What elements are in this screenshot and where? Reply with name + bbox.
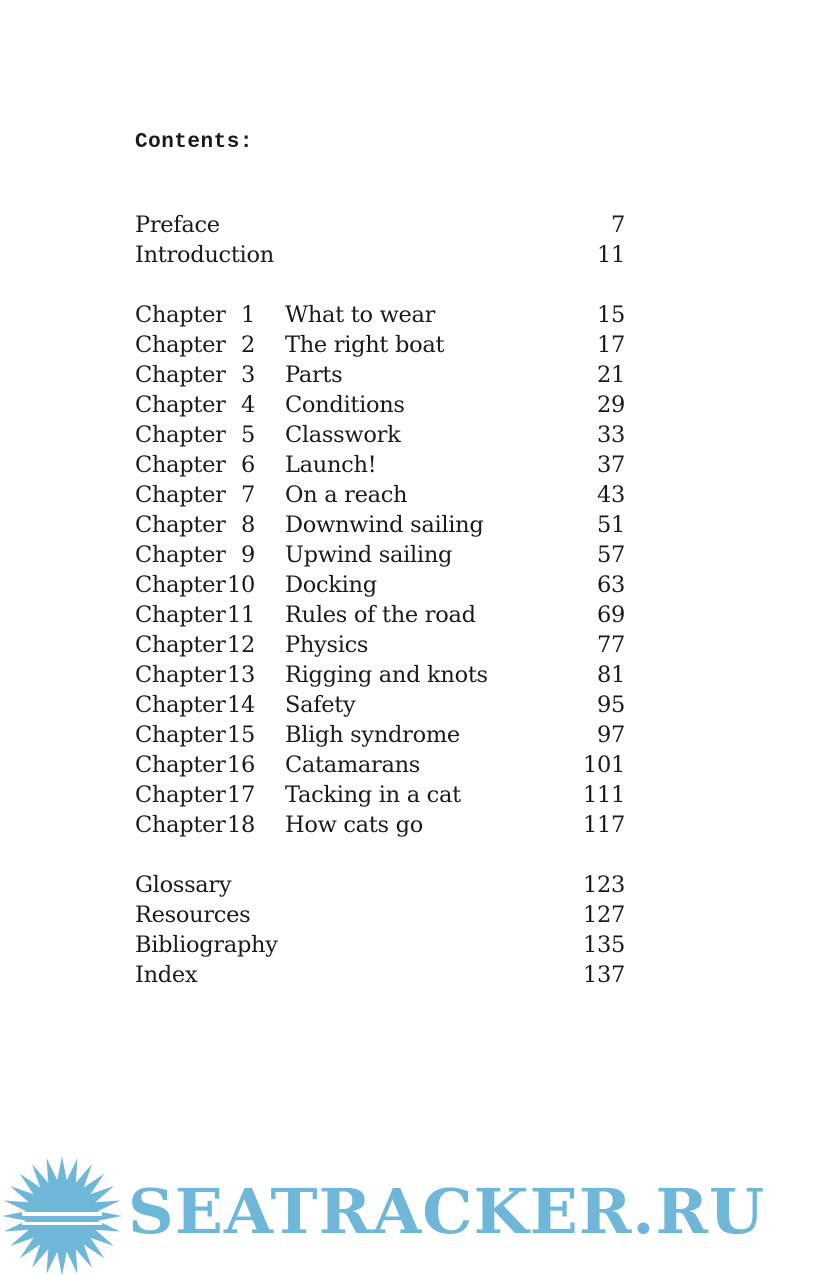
toc-chapter-entry xyxy=(135,750,625,780)
chapter-word: Chapter xyxy=(135,512,226,538)
chapter-word: Chapter xyxy=(135,632,226,658)
chapter-title: Conditions xyxy=(285,392,405,418)
entry-page-number: 95 xyxy=(596,692,625,718)
chapter-title: Tacking in a cat xyxy=(285,782,461,808)
toc-chapter-entry xyxy=(135,660,625,690)
chapter-title: Rules of the road xyxy=(285,602,476,628)
toc-chapter-entry xyxy=(135,570,625,600)
chapter-number: 18 xyxy=(226,812,255,838)
entry-page-number: 127 xyxy=(582,902,625,928)
toc-entry xyxy=(135,870,625,900)
entry-page-number: 135 xyxy=(582,932,625,958)
chapter-title: Upwind sailing xyxy=(285,542,453,568)
chapter-number: 6 xyxy=(240,452,255,478)
entry-page-number: 17 xyxy=(596,332,625,358)
toc-chapter-entry xyxy=(135,300,625,330)
chapter-title: Safety xyxy=(285,692,356,718)
toc-chapter-entry xyxy=(135,540,625,570)
chapter-word: Chapter xyxy=(135,332,226,358)
chapter-number: 14 xyxy=(226,692,255,718)
entry-page-number: 77 xyxy=(596,632,625,658)
entry-page-number: 81 xyxy=(596,662,625,688)
chapter-number: 11 xyxy=(226,602,255,628)
chapter-title: Classwork xyxy=(285,422,401,448)
toc-chapter-entry xyxy=(135,690,625,720)
chapter-word: Chapter xyxy=(135,722,226,748)
toc-chapter-entry xyxy=(135,450,625,480)
chapter-title: How cats go xyxy=(285,812,423,838)
chapter-title: Catamarans xyxy=(285,752,421,778)
toc-entry xyxy=(135,900,625,930)
toc-chapter-entry xyxy=(135,510,625,540)
chapter-word: Chapter xyxy=(135,302,226,328)
toc-entry xyxy=(135,960,625,990)
entry-page-number: 21 xyxy=(596,362,625,388)
entry-page-number: 97 xyxy=(596,722,625,748)
chapter-number: 7 xyxy=(240,482,255,508)
chapter-list xyxy=(135,300,625,840)
chapter-title: The right boat xyxy=(285,332,445,358)
chapter-word: Chapter xyxy=(135,662,226,688)
chapter-number: 5 xyxy=(240,422,255,448)
chapter-title: Parts xyxy=(285,362,343,388)
chapter-word: Chapter xyxy=(135,812,226,838)
chapter-word: Chapter xyxy=(135,782,226,808)
toc-chapter-entry xyxy=(135,630,625,660)
chapter-number: 8 xyxy=(240,512,255,538)
entry-page-number: 117 xyxy=(582,812,625,838)
entry-page-number: 69 xyxy=(596,602,625,628)
entry-label: Introduction xyxy=(135,242,274,268)
chapter-title: What to wear xyxy=(285,302,436,328)
site-watermark xyxy=(0,1150,825,1275)
entry-page-number: 43 xyxy=(596,482,625,508)
entry-label: Index xyxy=(135,962,198,988)
chapter-title: Launch! xyxy=(285,452,377,478)
chapter-word: Chapter xyxy=(135,542,226,568)
entry-page-number: 51 xyxy=(596,512,625,538)
entry-page-number: 37 xyxy=(596,452,625,478)
chapter-number: 9 xyxy=(240,542,255,568)
chapter-title: Bligh syndrome xyxy=(285,722,460,748)
toc-chapter-entry xyxy=(135,810,625,840)
toc-chapter-entry xyxy=(135,390,625,420)
entry-label: Resources xyxy=(135,902,251,928)
chapter-word: Chapter xyxy=(135,572,226,598)
chapter-word: Chapter xyxy=(135,602,226,628)
back-matter-list xyxy=(135,870,625,990)
chapter-title: Docking xyxy=(285,572,377,598)
chapter-number: 16 xyxy=(226,752,255,778)
entry-page-number: 111 xyxy=(582,782,625,808)
toc-chapter-entry xyxy=(135,360,625,390)
chapter-number: 17 xyxy=(226,782,255,808)
entry-page-number: 15 xyxy=(596,302,625,328)
chapter-title: On a reach xyxy=(285,482,408,508)
chapter-number: 1 xyxy=(240,302,255,328)
entry-page-number: 101 xyxy=(582,752,625,778)
entry-page-number: 123 xyxy=(582,872,625,898)
entry-label: Bibliography xyxy=(135,932,278,958)
chapter-word: Chapter xyxy=(135,392,226,418)
entry-page-number: 29 xyxy=(596,392,625,418)
toc-chapter-entry xyxy=(135,600,625,630)
chapter-number: 3 xyxy=(240,362,255,388)
chapter-title: Downwind sailing xyxy=(285,512,484,538)
chapter-word: Chapter xyxy=(135,452,226,478)
toc-chapter-entry xyxy=(135,480,625,510)
toc-entry xyxy=(135,210,625,240)
sun-icon xyxy=(0,1150,125,1275)
chapter-word: Chapter xyxy=(135,692,226,718)
toc-chapter-entry xyxy=(135,720,625,750)
toc-entry xyxy=(135,240,625,270)
chapter-title: Physics xyxy=(285,632,369,658)
chapter-word: Chapter xyxy=(135,362,226,388)
chapter-number: 4 xyxy=(240,392,255,418)
chapter-title: Rigging and knots xyxy=(285,662,488,688)
entry-label: Glossary xyxy=(135,872,232,898)
entry-page-number: 7 xyxy=(610,212,625,238)
chapter-number: 15 xyxy=(226,722,255,748)
entry-page-number: 137 xyxy=(582,962,625,988)
entry-page-number: 63 xyxy=(596,572,625,598)
chapter-word: Chapter xyxy=(135,752,226,778)
toc-chapter-entry xyxy=(135,330,625,360)
chapter-number: 2 xyxy=(240,332,255,358)
entry-page-number: 33 xyxy=(596,422,625,448)
toc-chapter-entry xyxy=(135,780,625,810)
chapter-word: Chapter xyxy=(135,482,226,508)
chapter-number: 12 xyxy=(226,632,255,658)
contents-heading: Contents: xyxy=(135,131,253,154)
toc-chapter-entry xyxy=(135,420,625,450)
front-matter-list xyxy=(135,210,625,270)
entry-page-number: 11 xyxy=(596,242,625,268)
toc-entry xyxy=(135,930,625,960)
chapter-word: Chapter xyxy=(135,422,226,448)
entry-page-number: 57 xyxy=(596,542,625,568)
chapter-number: 10 xyxy=(226,572,255,598)
watermark-text: SEATRACKER.RU xyxy=(128,1175,766,1248)
entry-label: Preface xyxy=(135,212,220,238)
chapter-number: 13 xyxy=(226,662,255,688)
